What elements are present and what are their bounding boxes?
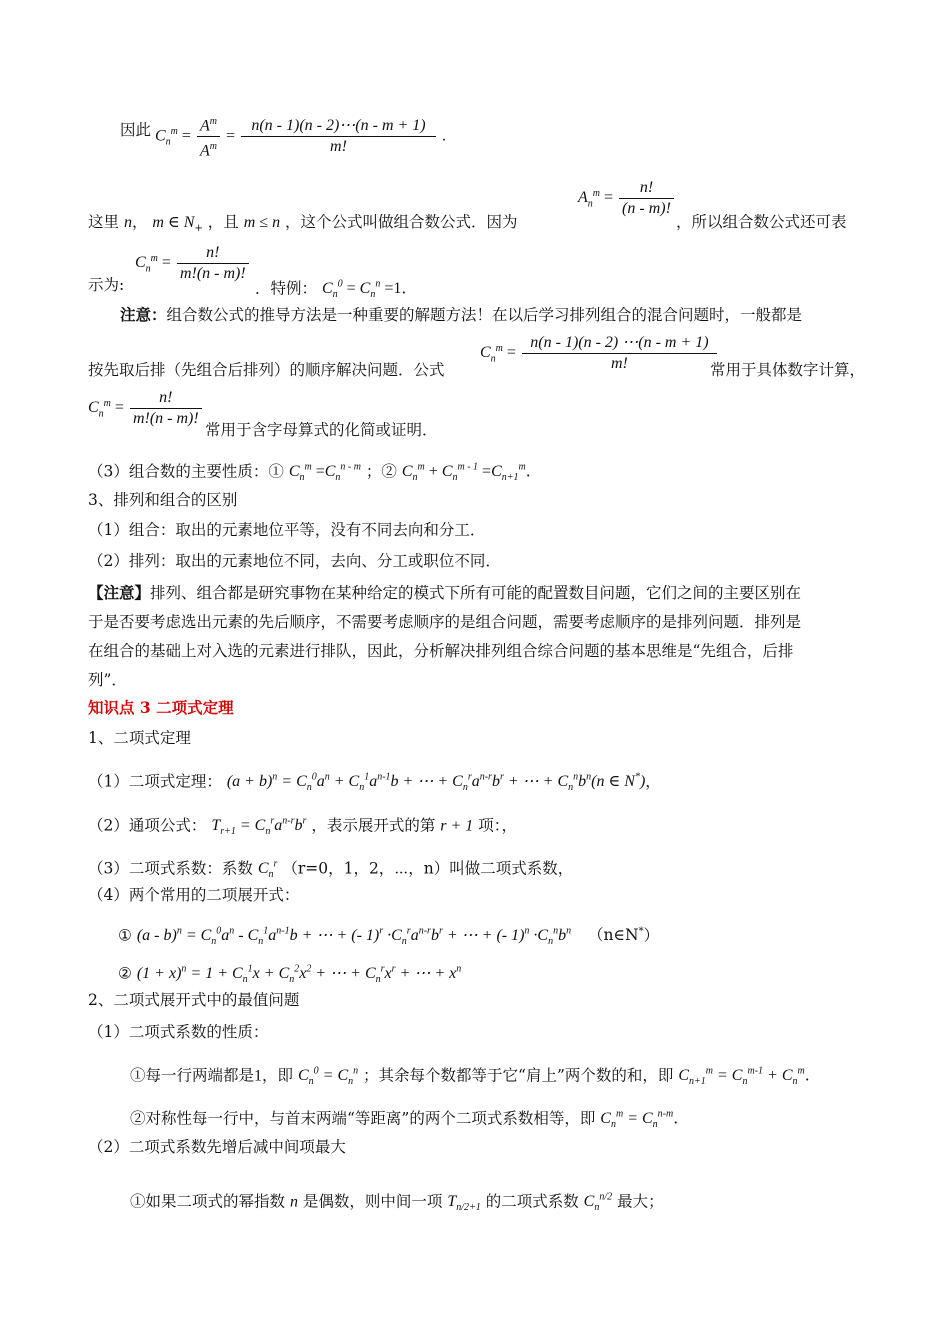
- warning-line-1: 【注意】排列、组合都是研究事物在某种给定的模式下所有可能的配置数目问题，它们之间的主要区别在: [88, 583, 802, 602]
- combination-factorial-formula: $C_n^m$ = $\frac{n!}{m!(n - m)!}$: [135, 243, 251, 284]
- two-common-heading: （4）两个常用的二项展开式：: [88, 886, 300, 904]
- permutation-definition: （2）排列：取出的元素地位不同，去向、分工或职位不同．: [88, 552, 501, 570]
- show-as-line: 示为:: [88, 276, 125, 294]
- therefore-line: [120, 120, 151, 140]
- general-term-line: （2）通项公式： $T_{r+1} = C_n^ra^{n-r}b^r$ ，表示展开式的第 r + 1 项：，: [88, 816, 517, 838]
- expansion-2: ② $(1 + x)^n = 1 + C_n^1x + C_n^2x^2$ + ⋯ + $C_n^rx^r$ + ⋯ + $x^n$: [118, 964, 462, 986]
- warning-line-4: 列”．: [88, 671, 127, 689]
- binomial-heading: 1、二项式定理: [88, 729, 191, 747]
- section-3-heading: 3、排列和组合的区别: [88, 491, 238, 509]
- combination-definition: （1）组合：取出的元素地位平等，没有不同去向和分工．: [88, 521, 486, 539]
- property-1: ①每一行两端都是1，即 $C_n^0 = C_n^n$ ；其余每个数都等于它“肩上”两个数的和，即 $C_{n+1}^m = C_n^{m-1} + C_n^m$.: [130, 1066, 810, 1088]
- note-line: 注意：组合数公式的推导方法是一种重要的解题方法！在以后学习排列组合的混合问题时，一般都是: [120, 305, 803, 324]
- increase-decrease-heading: （2）二项式系数先增后减中间项最大: [88, 1138, 346, 1156]
- binomial-theorem-line: （1）二项式定理： $(a + b)^n = C_n^0a^n + C_n^1a^{n-1}b$ + ⋯ + $C_n^ra^{n-r}b^r$ + ⋯ + $C_n^nb^n(n$ ∈ N*)，: [88, 772, 661, 794]
- knowledge-point-3-heading: 知识点 3 二项式定理: [88, 698, 234, 717]
- coefficient-line: （3）二项式系数：系数 $C_n^r$ （r=0，1，2，⋯，n）叫做二项式系数，: [88, 859, 574, 881]
- expansion-1: ① $(a - b)^n = C_n^0a^n - C_n^1a^{n-1}b$ + ⋯ + (- $1)^r \cdot C_n^ra^{n-r}b^r$ + ⋯ + (- $1)^n \cdot C_n^nb^n$ （n∈N*）: [118, 926, 660, 948]
- properties-line: （3）组合数的主要性质：① $C_n^m =C_n^{n - m}$ ；② $C_n^m + C_n^{m - 1} =C_{n+1}^m$.: [88, 462, 531, 484]
- section-2-heading: 2、二项式展开式中的最值问题: [88, 991, 300, 1009]
- factorial-formula-2: $C_n^m$ = $\frac{n!}{m!(n - m)!}$: [88, 388, 204, 429]
- product-formula: $C_n^m$ = $\frac{n(n - 1)(n - 2) \cdots(n - m + 1)}{m!}$: [480, 333, 719, 374]
- property-2: ②对称性每一行中，与首末两端“等距离”的两个二项式系数相等，即 $C_n^m = C_n^{n-m}$.: [130, 1109, 679, 1131]
- where-line-end: ，所以组合数公式还可表: [676, 213, 847, 231]
- warning-line-2: 于是否要考虑选出元素的先后顺序，不需要考虑顺序的是组合问题，需要考虑顺序的是排列问题．排列是: [88, 613, 802, 631]
- permutation-formula: $A_n^m$ = $\frac{n!}{(n - m)!}$: [578, 178, 676, 219]
- warning-line-3: 在组合的基础上对入选的元素进行排队，因此，分析解决排列组合综合问题的基本思维是“先组合，后排: [88, 642, 794, 660]
- even-exponent-line: ①如果二项式的幂指数 n 是偶数，则中间一项 $T_{n/2+1}$ 的二项式系数 $C_n^{n/2}$ 最大；: [130, 1192, 664, 1214]
- combination-formula: $C_n^m$ = $\frac{A^m}{A^m}$ = $\frac{n(n - 1)(n - 2)\cdots(n - m + 1)}{m!}$ .: [155, 112, 446, 162]
- order-line: 按先取后排（先组合后排列）的顺序解决问题．公式: [88, 361, 445, 379]
- special-case: ．特例： $C_n^0 = C_n^n =1$.: [255, 279, 407, 301]
- letter-use: 常用于含字母算式的化简或证明．: [205, 421, 438, 439]
- properties-title: （1）二项式系数的性质：: [88, 1023, 269, 1041]
- numeric-use: 常用于具体数字计算，: [710, 361, 866, 379]
- where-line: 这里 n， m ∈ $N_+$ ，且 m ≤ n ，这个公式叫做组合数公式．因为: [88, 213, 518, 235]
- text: 因此: [120, 121, 152, 139]
